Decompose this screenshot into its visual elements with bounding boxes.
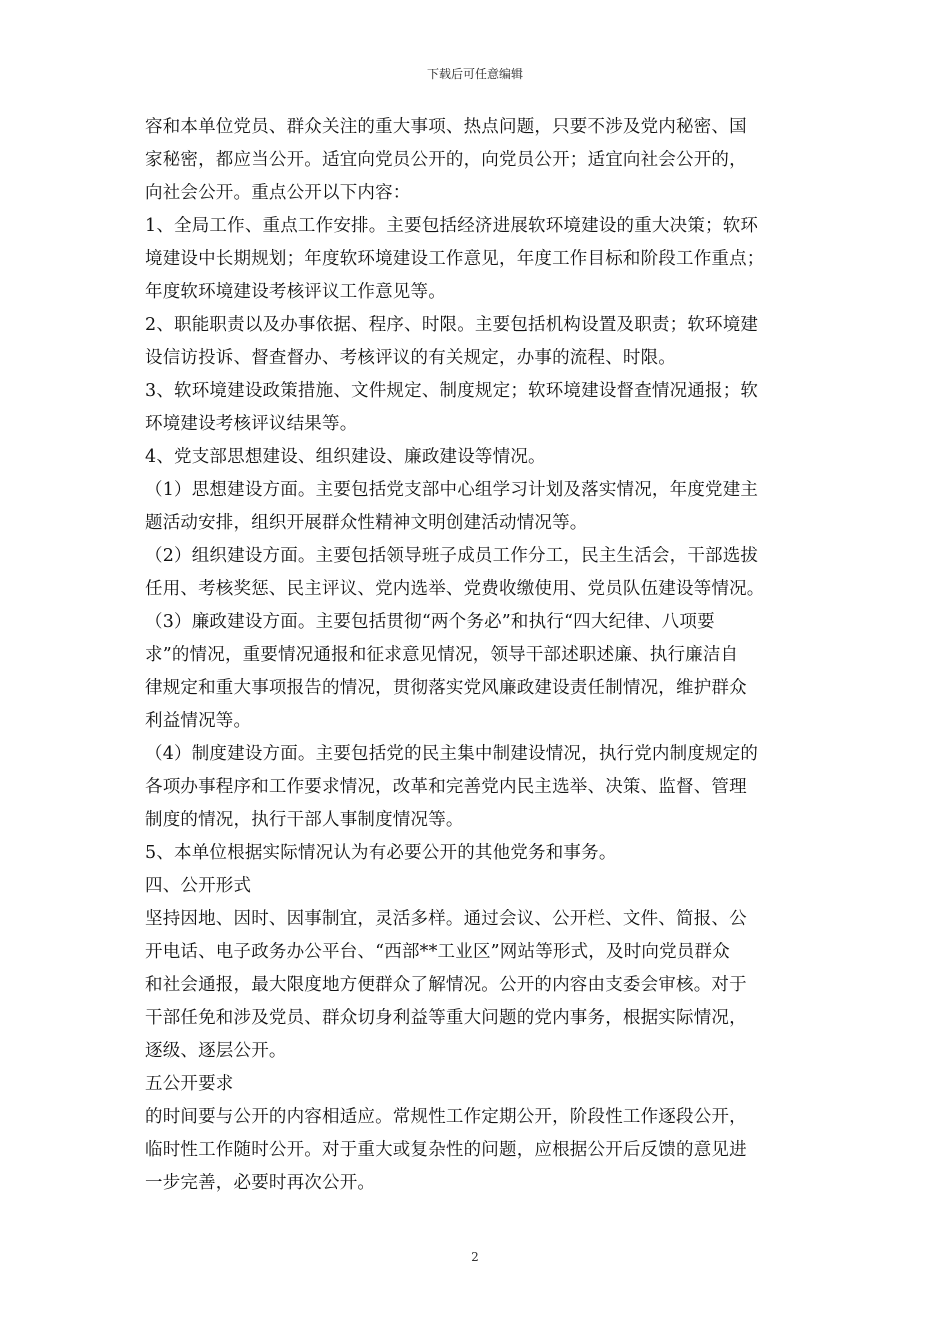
text-line: 设信访投诉、督查督办、考核评议的有关规定，办事的流程、时限。 — [145, 348, 676, 368]
text-line: 向社会公开。重点公开以下内容： — [145, 183, 411, 203]
text-line: （1）思想建设方面。主要包括党支部中心组学习计划及落实情况，年度党建主 — [145, 480, 759, 500]
text-line: 坚持因地、因时、因事制宜，灵活多样。通过会议、公开栏、文件、简报、公 — [145, 909, 747, 929]
text-line: 一步完善，必要时再次公开。 — [145, 1173, 376, 1193]
text-line: 求”的情况，重要情况通报和征求意见情况，领导干部述职述廉、执行廉洁自 — [145, 645, 739, 665]
text-line: 干部任免和涉及党员、群众切身利益等重大问题的党内事务，根据实际情况， — [145, 1008, 747, 1028]
text-line: （3）廉政建设方面。主要包括贯彻“两个务必”和执行“四大纪律、八项要 — [145, 612, 715, 632]
text-line: 境建设中长期规划；年度软环境建设工作意见，年度工作目标和阶段工作重点； — [145, 249, 765, 269]
section-heading: 五公开要求 — [145, 1074, 234, 1094]
text-line: 开电话、电子政务办公平台、“西部**工业区”网站等形式，及时向党员群众 — [145, 942, 730, 962]
document-body — [145, 111, 815, 1200]
text-line: （4）制度建设方面。主要包括党的民主集中制建设情况，执行党内制度规定的 — [145, 744, 759, 764]
section-heading: 四、公开形式 — [145, 876, 252, 896]
text-line: 1、全局工作、重点工作安排。主要包括经济进展软环境建设的重大决策；软环 — [145, 216, 759, 236]
text-line: 题活动安排，组织开展群众性精神文明创建活动情况等。 — [145, 513, 588, 533]
text-line: 年度软环境建设考核评议工作意见等。 — [145, 282, 446, 302]
text-line: 临时性工作随时公开。对于重大或复杂性的问题，应根据公开后反馈的意见进 — [145, 1140, 747, 1160]
text-line: 逐级、逐层公开。 — [145, 1041, 287, 1061]
text-line: 利益情况等。 — [145, 711, 252, 731]
text-line: 的时间要与公开的内容相适应。常规性工作定期公开，阶段性工作逐段公开， — [145, 1107, 747, 1127]
text-line: （2）组织建设方面。主要包括领导班子成员工作分工，民主生活会，干部选拔 — [145, 546, 759, 566]
text-line: 各项办事程序和工作要求情况，改革和完善党内民主选举、决策、监督、管理 — [145, 777, 747, 797]
text-line: 环境建设考核评议结果等。 — [145, 414, 358, 434]
text-line: 2、职能职责以及办事依据、程序、时限。主要包括机构设置及职责；软环境建 — [145, 315, 759, 335]
page-header: 下载后可任意编辑 — [426, 67, 523, 81]
text-line: 任用、考核奖惩、民主评议、党内选举、党费收缴使用、党员队伍建设等情况。 — [145, 579, 765, 599]
text-line: 家秘密，都应当公开。适宜向党员公开的，向党员公开；适宜向社会公开的， — [145, 150, 747, 170]
text-line: 5、本单位根据实际情况认为有必要公开的其他党务和事务。 — [145, 843, 617, 863]
text-line: 律规定和重大事项报告的情况，贯彻落实党风廉政建设责任制情况，维护群众 — [145, 678, 747, 698]
text-line: 3、软环境建设政策措施、文件规定、制度规定；软环境建设督查情况通报；软 — [145, 381, 759, 401]
text-line: 和社会通报，最大限度地方便群众了解情况。公开的内容由支委会审核。对于 — [145, 975, 747, 995]
page-number: 2 — [471, 1250, 479, 1264]
text-line: 制度的情况，执行干部人事制度情况等。 — [145, 810, 464, 830]
text-line: 4、党支部思想建设、组织建设、廉政建设等情况。 — [145, 447, 546, 467]
text-line: 容和本单位党员、群众关注的重大事项、热点问题，只要不涉及党内秘密、国 — [145, 117, 747, 137]
